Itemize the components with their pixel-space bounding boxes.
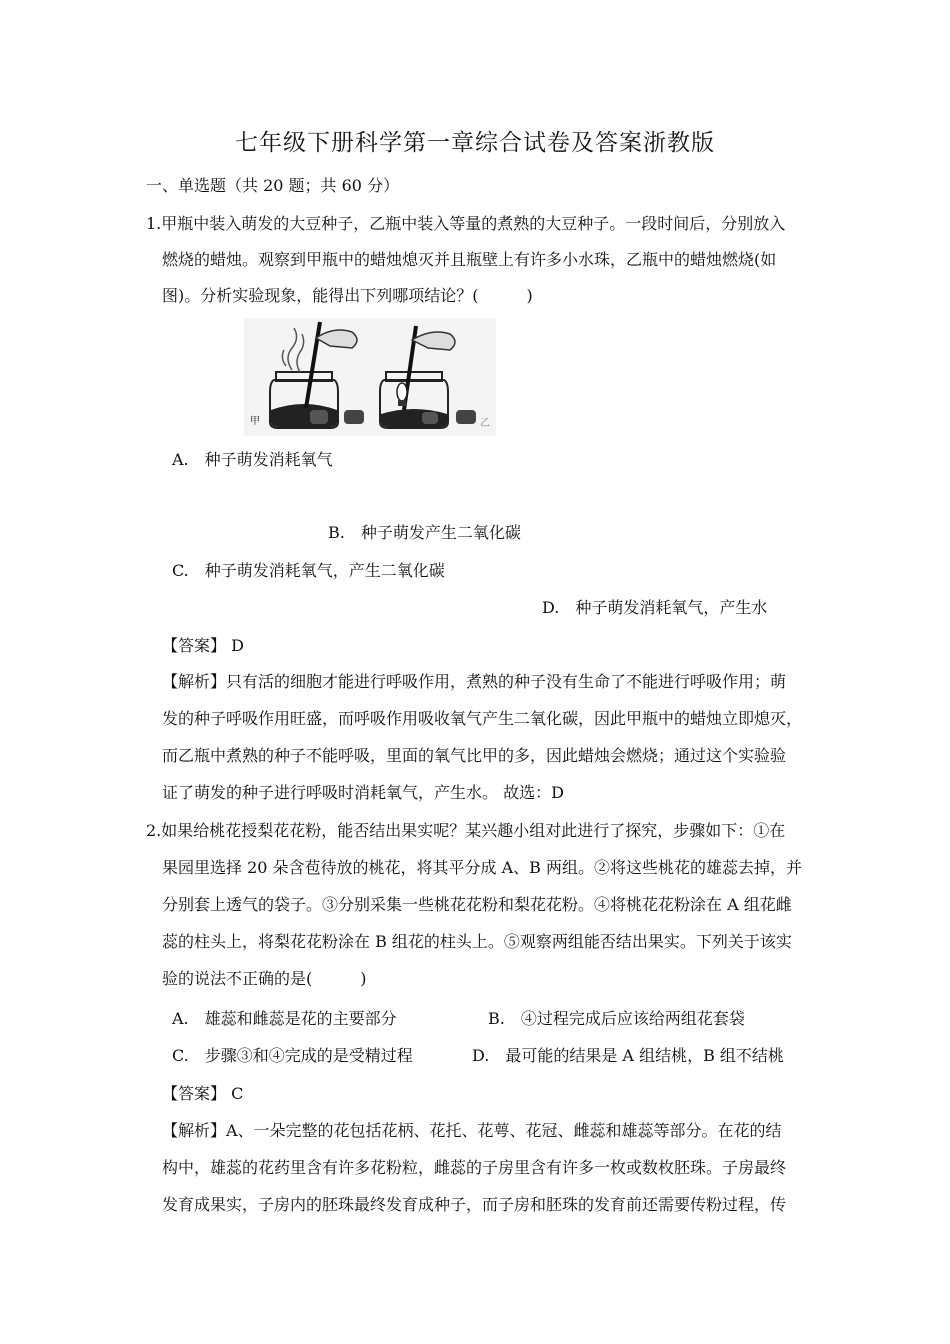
option-a: A. 种子萌发消耗氧气 (172, 450, 333, 469)
option-b: B. ④过程完成后应该给两组花套袋 (488, 1009, 745, 1028)
figure-label-left: 甲 (250, 416, 260, 427)
question-2-line: 蕊的柱头上，将梨花花粉涂在 B 组花的柱头上。⑤观察两组能否结出果实。下列关于该实 (162, 932, 792, 951)
option-c: C. 种子萌发消耗氧气，产生二氧化碳 (172, 561, 445, 580)
section-heading: 一、单选题（共 20 题；共 60 分） (146, 176, 400, 195)
question-2-line: 2.如果给桃花授梨花花粉，能否结出果实呢？某兴趣小组对此进行了探究，步骤如下：①在 (146, 821, 786, 840)
question-1-line: 燃烧的蜡烛。观察到甲瓶中的蜡烛熄灭并且瓶壁上有许多小水珠，乙瓶中的蜡烛燃烧(如 (162, 250, 777, 269)
option-d: D. 种子萌发消耗氧气，产生水 (542, 598, 768, 617)
analysis-line: 发育成果实，子房内的胚珠最终发育成种子，而子房和胚珠的发育前还需要传粉过程，传 (162, 1195, 787, 1214)
figure-label-right: 乙 (480, 418, 490, 429)
experiment-figure (244, 318, 496, 436)
analysis (162, 1112, 786, 1223)
question-1-line: 1.甲瓶中装入萌发的大豆种子，乙瓶中装入等量的煮熟的大豆种子。一段时间后，分别放入 (146, 214, 786, 233)
question-1-line: 图)。分析实验现象，能得出下列哪项结论？( ) (162, 286, 533, 305)
analysis-line: 证了萌发的种子进行呼吸时消耗氧气，产生水。 故选：D (162, 783, 564, 802)
seed-dish-right (456, 410, 476, 424)
seed-dish-left (344, 410, 364, 424)
option-c: C. 步骤③和④完成的是受精过程 (172, 1046, 413, 1065)
question-2-line: 分别套上透气的袋子。③分别采集一些桃花花粉和梨花花粉。④将桃花花粉涂在 A 组花雌 (162, 895, 792, 914)
analysis-line: 构中，雄蕊的花药里含有许多花粉粒，雌蕊的子房里含有许多一枚或数枚胚珠。子房最终 (162, 1158, 787, 1177)
question-2-line: 果园里选择 20 朵含苞待放的桃花，将其平分成 A、B 两组。②将这些桃花的雄蕊去掉，并 (162, 858, 803, 877)
answer: 【答案】 C (162, 1084, 244, 1103)
question-2-line: 验的说法不正确的是( ) (162, 969, 367, 988)
option-d: D. 最可能的结果是 A 组结桃，B 组不结桃 (472, 1046, 784, 1065)
option-b: B. 种子萌发产生二氧化碳 (328, 523, 521, 542)
analysis-line: 发的种子呼吸作用旺盛，而呼吸作用吸收氧气产生二氧化碳，因此甲瓶中的蜡烛立即熄灭， (162, 709, 803, 728)
analysis-line: 【解析】A、一朵完整的花包括花柄、花托、花萼、花冠、雌蕊和雄蕊等部分。在花的结 (162, 1121, 782, 1140)
analysis (162, 663, 802, 811)
option-a: A. 雄蕊和雌蕊是花的主要部分 (172, 1009, 397, 1028)
answer: 【答案】 D (162, 636, 244, 655)
analysis-line: 【解析】只有活的细胞才能进行呼吸作用，煮熟的种子没有生命了不能进行呼吸作用；萌 (162, 672, 787, 691)
analysis-line: 而乙瓶中煮熟的种子不能呼吸，里面的氧气比甲的多，因此蜡烛会燃烧；通过这个实验验 (162, 746, 787, 765)
page-title: 七年级下册科学第一章综合试卷及答案浙教版 (235, 130, 715, 156)
